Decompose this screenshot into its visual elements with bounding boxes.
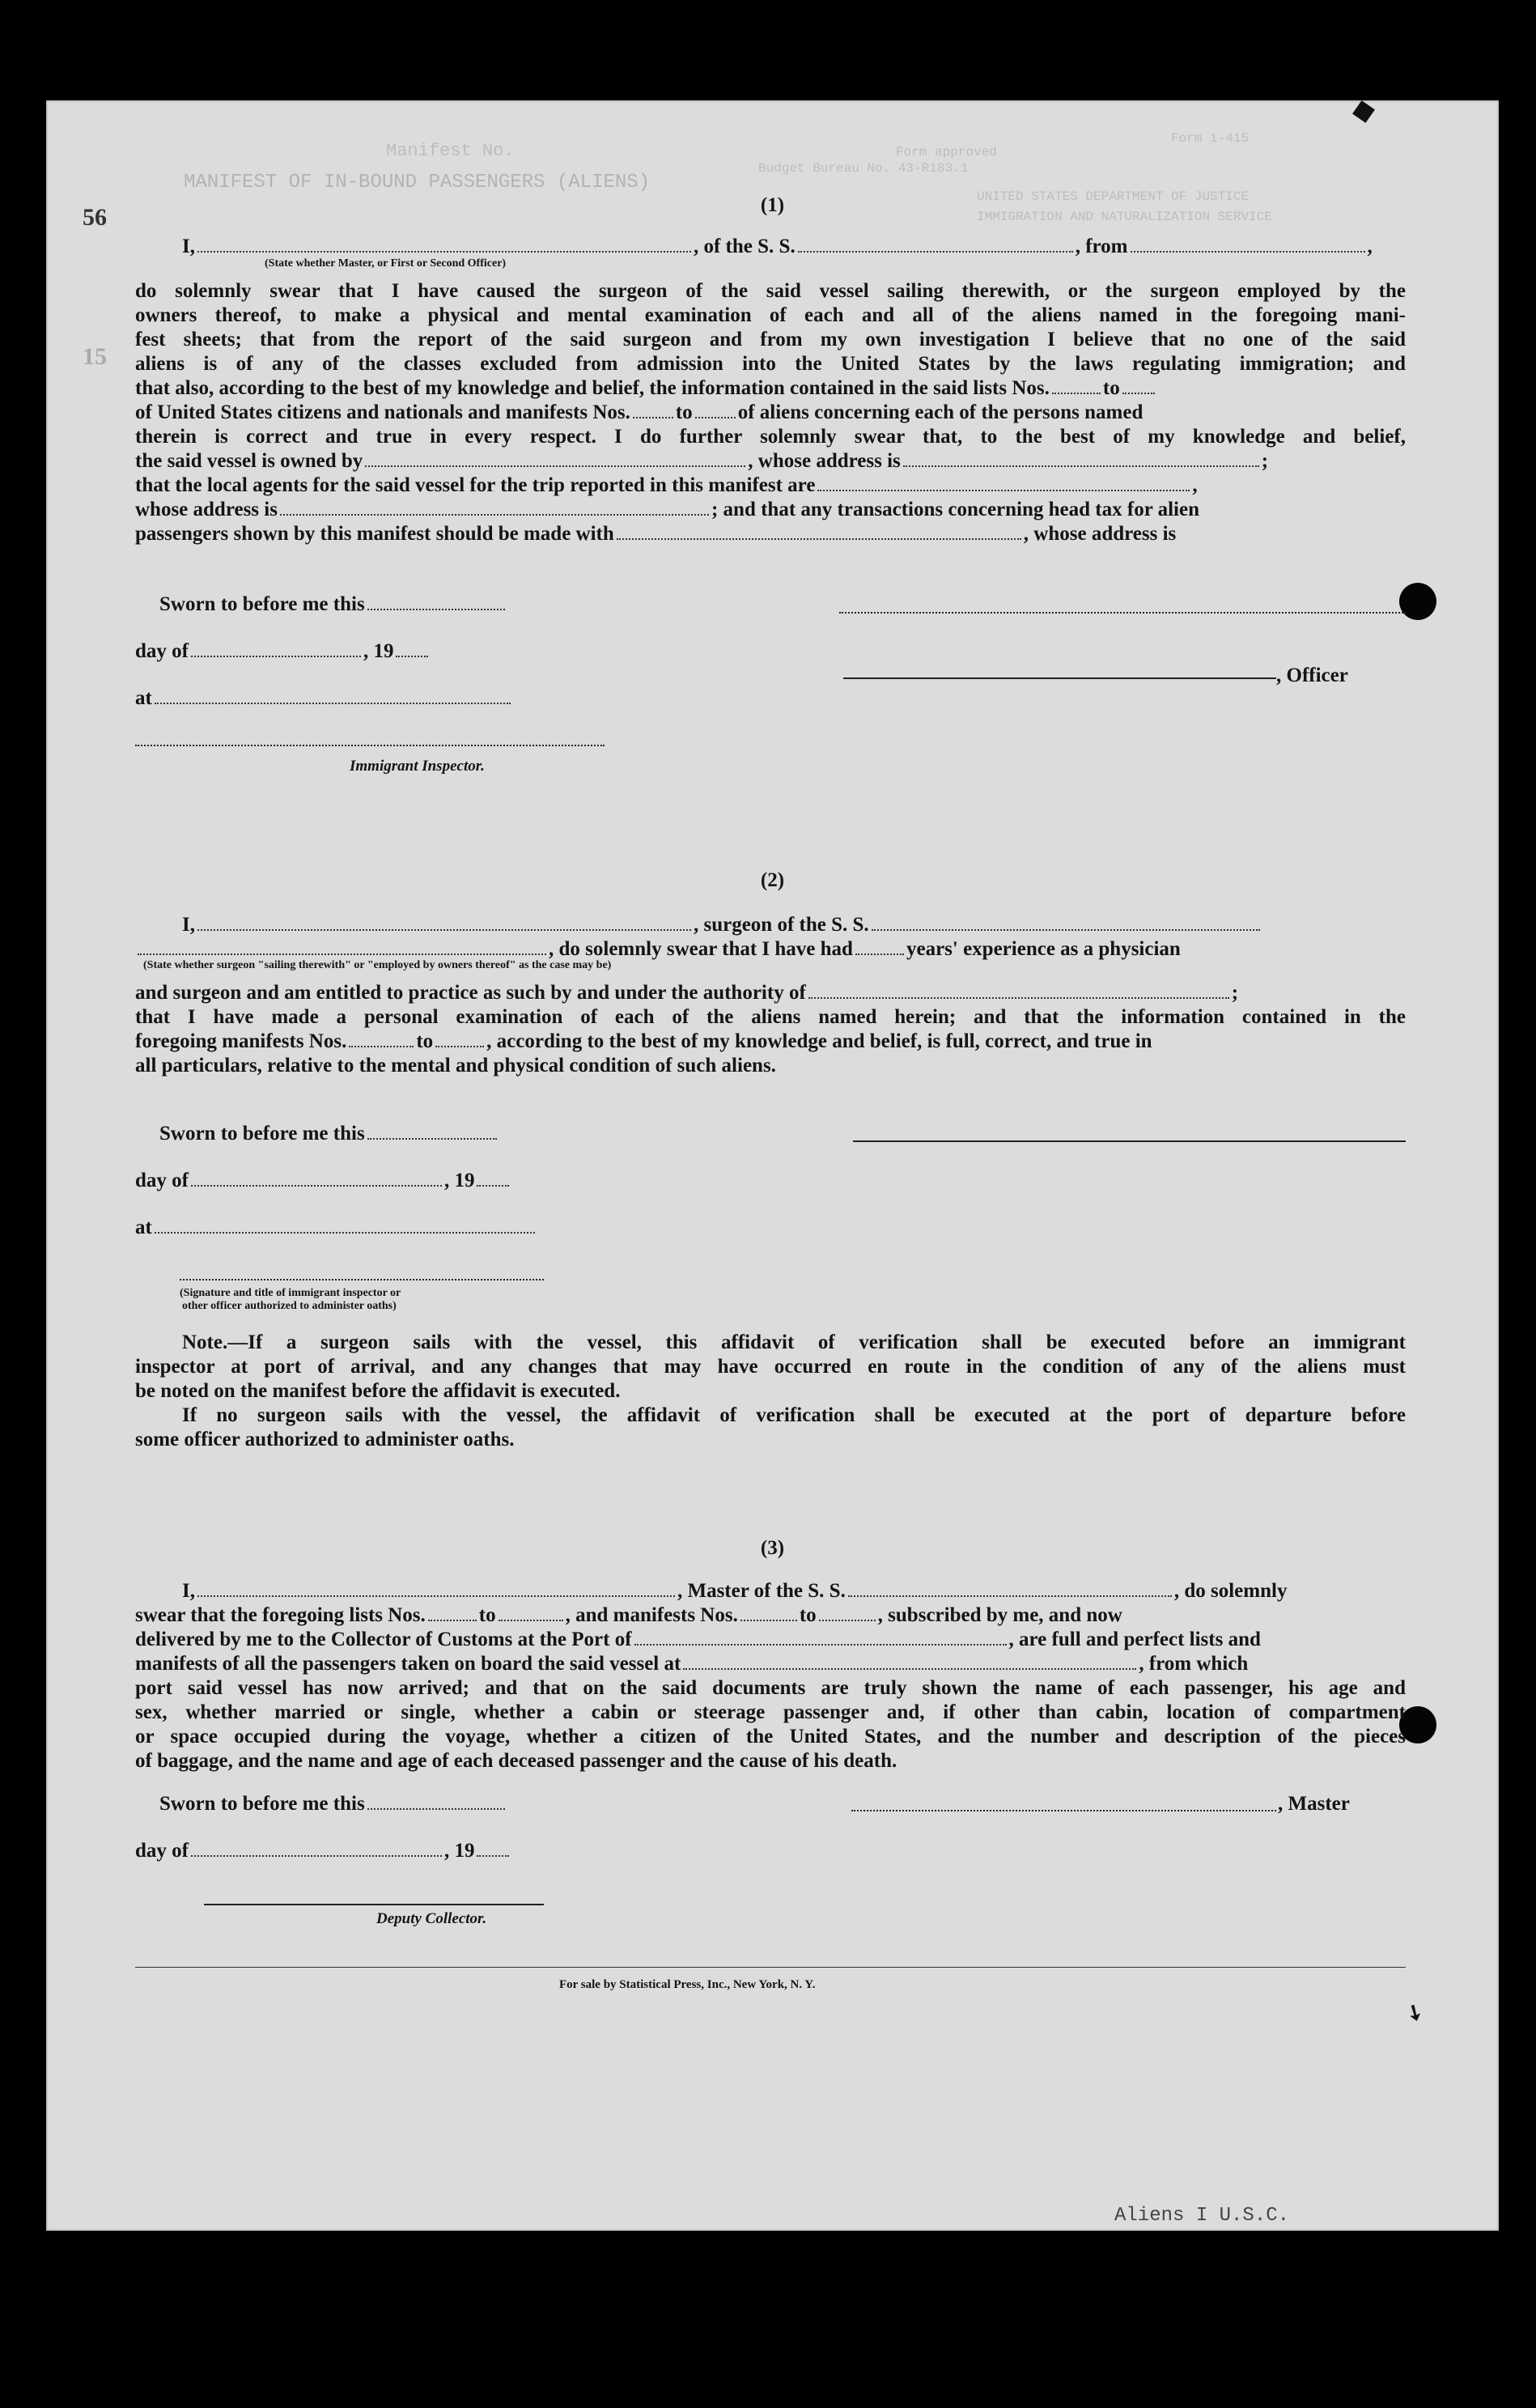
s1-p6b: to [675,401,693,423]
s3-p7: or space occupied during the voyage, whether a citizen of the United States, and the number and description of the pieces [135,1726,1406,1748]
s2-day [135,1169,511,1192]
s3-p2d: to [799,1604,817,1626]
s1-p11b: , whose address is [1023,523,1177,545]
s1-at-text: at [135,687,152,709]
s1-sworn-text: Sworn to before me this [159,593,365,615]
s2-p3 [135,1030,1152,1053]
s2-at [135,1216,537,1239]
section2-number: (2) [760,869,785,891]
s2-p3c: , according to the best of my knowledge and belief, is full, correct, and true in [486,1030,1152,1052]
s3-p4 [135,1652,1248,1675]
s3-p4a: manifests of all the passengers taken on board the said vessel at [135,1653,681,1675]
s2-inspector-line [180,1279,544,1280]
s3-deputy: Deputy Collector. [376,1910,487,1927]
s1-of-ss: , of the S. S. [693,236,796,257]
punch-hole-top [1399,583,1436,620]
s1-from: , from [1075,236,1128,257]
s3-sworn [159,1792,507,1816]
s1-p3: fest sheets; that from the report of the said surgeon and from my own investigation I believe that no one of the said [135,329,1406,350]
s3-p2e: , subscribed by me, and now [877,1604,1122,1626]
s2-i: I, [182,914,195,936]
s3-day-text: day of [135,1840,189,1862]
s1-p6a: of United States citizens and nationals and manifests Nos. [135,401,630,423]
s3-p4b: , from which [1139,1653,1249,1675]
s1-p9-text: that the local agents for the said vessel for the trip reported in this manifest are [135,474,816,496]
s1-p10a: whose address is [135,499,278,520]
s2-sig-caption2: other officer authorized to administer oaths) [182,1300,397,1312]
s1-p9: that the local agents for the said vessel for the trip reported in this manifest are , [135,474,1198,496]
s2-note5: some officer authorized to administer oaths. [135,1429,515,1450]
s3-year: , 19 [443,1840,475,1862]
s1-p7: therein is correct and true in every respect. I do further solemnly swear that, to the best of my knowledge and belief, [135,426,1406,448]
s1-p6 [135,401,1143,424]
section1-number: (1) [760,194,785,216]
s1-p5b: to [1102,377,1120,399]
s2-l2a: , do solemnly swear that I have had [549,938,853,960]
s3-deputy-line [204,1904,544,1905]
bleed-title: MANIFEST OF IN-BOUND PASSENGERS (ALIENS) [184,172,651,193]
s3-l1-end: , do solemnly [1173,1580,1288,1602]
bleed-budget: Budget Bureau No. 43-R183.1 [758,161,969,176]
s2-line2 [135,937,1181,961]
footer-printer: For sale by Statistical Press, Inc., New York, N. Y. [559,1978,816,1991]
bleed-manifest-no: Manifest No. [386,141,515,161]
s1-officer-sig-line [843,677,1276,679]
margin-number: 56 [83,204,107,231]
s2-note4: If no surgeon sails with the vessel, the affidavit of verification shall be executed at the port of departure before [182,1404,1406,1426]
s3-p2 [135,1603,1122,1627]
stray-arrow-mark: ➘ [1401,1998,1428,2028]
s2-p3b: to [416,1030,434,1052]
s1-p2: owners thereof, to make a physical and mental examination of each and all of the aliens named in the foregoing mani- [135,304,1406,326]
s1-p8: the said vessel is owned by , whose address is ; [135,450,1269,472]
s2-p3a: foregoing manifests Nos. [135,1030,347,1052]
margin-number-faint: 15 [83,343,107,370]
s3-master-of: , Master of the S. S. [677,1580,846,1602]
s2-p1: and surgeon and am entitled to practice as such by and under the authority of ; [135,982,1239,1004]
bleed-form: Form 1-415 [1171,131,1250,146]
s3-p3b: , are full and perfect lists and [1008,1629,1261,1650]
s3-p6: sex, whether married or single, whether a cabin or steerage passenger and, if other than cabin, location of compartment [135,1701,1406,1723]
bleed-service: IMMIGRATION AND NATURALIZATION SERVICE [977,210,1272,224]
s3-p8: of baggage, and the name and age of each deceased passenger and the cause of his death. [135,1750,897,1772]
s2-sig-line [853,1140,1406,1142]
s2-sworn-text: Sworn to before me this [159,1123,365,1145]
s1-p5a: that also, according to the best of my knowledge and belief, the information contained in the said lists Nos. [135,377,1050,399]
s1-p11 [135,522,1176,546]
s1-p5 [135,376,1157,400]
s1-p8b: , whose address is [748,450,901,472]
s1-line1: I, , of the S. S. , from , [182,236,1373,257]
s1-day [135,639,431,663]
s1-p8a: the said vessel is owned by [135,450,363,472]
s1-at [135,686,513,710]
s1-address-line [839,612,1406,614]
s3-p3a: delivered by me to the Collector of Customs at the Port of [135,1629,632,1650]
s3-master-sig-line [851,1810,1276,1811]
s1-p11a: passengers shown by this manifest should be made with [135,523,614,545]
s2-line1 [182,913,1262,936]
s2-surgeon: , surgeon of the S. S. [693,914,869,936]
bleed-bottom: Aliens I U.S.C. [1114,2205,1290,2227]
s3-sworn-text: Sworn to before me this [159,1793,365,1815]
s1-officer: , Officer [1276,665,1348,686]
s2-p2: that I have made a personal examination of each of the aliens named herein; and that the information contained in the [135,1006,1406,1028]
s1-caption: (State whether Master, or First or Second Officer) [265,257,507,270]
s1-i: I, [182,236,195,257]
s3-p5: port said vessel has now arrived; and that on the said documents are truly shown the name of each passenger, his age and [135,1677,1406,1699]
s1-day-text: day of [135,640,189,662]
s2-day-text: day of [135,1170,189,1191]
s2-p1-text: and surgeon and am entitled to practice as such by and under the authority of [135,982,806,1004]
s2-note3: be noted on the manifest before the affidavit is executed. [135,1380,621,1402]
footer-rule [135,1967,1406,1968]
s1-sworn [159,592,507,616]
s2-note2: inspector at port of arrival, and any changes that may have occurred en route in the condition of any of the aliens must [135,1356,1406,1378]
bleed-dept: UNITED STATES DEPARTMENT OF JUSTICE [977,189,1250,204]
s1-p4: aliens is of any of the classes excluded from admission into the United States by the laws regulating immigration; and [135,353,1406,375]
s3-day [135,1839,511,1862]
s3-p2b: to [478,1604,496,1626]
s1-inspector-line [135,745,605,746]
s3-p2c: , and manifests Nos. [565,1604,738,1626]
s2-sworn [159,1122,499,1145]
s1-p1: do solemnly swear that I have caused the surgeon of the said vessel sailing therewith, or the surgeon employed by the [135,280,1406,302]
s2-note1: Note.—If a surgeon sails with the vessel, this affidavit of verification shall be executed before an immigrant [182,1331,1406,1353]
s3-master: , Master [1278,1793,1350,1815]
s1-p10 [135,498,1199,521]
corner-mark [1352,100,1375,123]
s1-year: , 19 [363,640,394,662]
s2-caption: (State whether surgeon "sailing therewith" or "employed by owners thereof" as the case may be) [143,959,612,971]
s3-p2a: swear that the foregoing lists Nos. [135,1604,426,1626]
s2-p4: all particulars, relative to the mental and physical condition of such aliens. [135,1055,776,1077]
s1-inspector: Immigrant Inspector. [350,758,485,775]
s3-line1 [182,1579,1287,1603]
bleed-approved: Form approved [896,145,997,159]
s3-p3 [135,1628,1261,1651]
s2-l2b: years' experience as a physician [906,938,1181,960]
s2-year: , 19 [443,1170,475,1191]
s1-p10b: ; and that any transactions concerning head tax for alien [711,499,1199,520]
s1-p6c: of aliens concerning each of the persons named [737,401,1144,423]
manifest-form-sheet [46,100,1499,2231]
s2-at-text: at [135,1217,152,1238]
s2-sig-caption1: (Signature and title of immigrant inspector or [180,1287,401,1299]
s3-i: I, [182,1580,195,1602]
section3-number: (3) [760,1537,785,1559]
